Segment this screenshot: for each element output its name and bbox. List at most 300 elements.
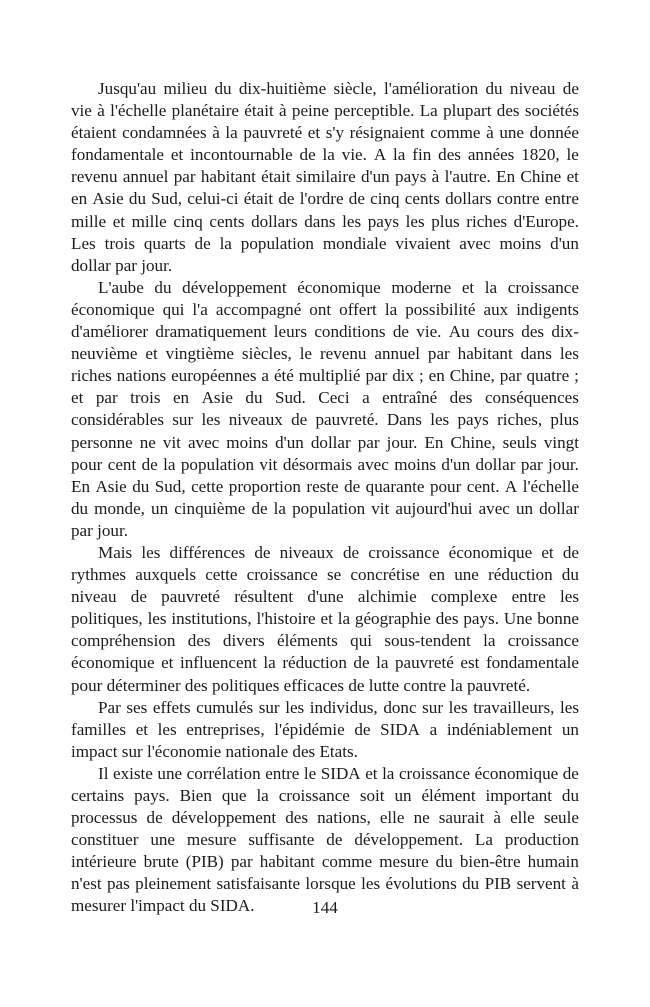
word: croissance <box>246 565 318 585</box>
word: la <box>322 145 335 165</box>
word: d'améliorer <box>71 322 149 342</box>
word: la <box>376 653 389 673</box>
word: et <box>145 344 158 364</box>
word: développement. <box>354 830 464 850</box>
word: riches <box>466 211 508 231</box>
word: une <box>150 830 176 850</box>
word: un <box>394 786 412 805</box>
word: désormais <box>282 454 353 474</box>
word: fondamentale <box>71 145 165 165</box>
word: reste <box>306 476 339 496</box>
word: divers <box>222 631 265 651</box>
word: rythmes <box>71 565 127 585</box>
word: planétaire <box>171 101 239 121</box>
word: pays <box>367 211 400 231</box>
word: une <box>157 763 183 783</box>
word: en <box>172 388 190 408</box>
word: en <box>71 189 88 209</box>
word: réduction <box>488 565 553 585</box>
word: mondiale <box>322 233 387 253</box>
word: constituer <box>71 830 139 850</box>
word: contre <box>496 189 540 209</box>
word: La <box>474 830 493 850</box>
word: la <box>225 123 238 143</box>
word: dans <box>520 344 552 364</box>
word: de <box>348 189 365 209</box>
word: Jusqu'au <box>98 79 157 98</box>
word: était <box>244 101 274 121</box>
paragraph <box>71 697 579 763</box>
word: ont <box>309 299 332 319</box>
word: fondamentale <box>485 653 579 673</box>
word: Asie <box>92 189 124 209</box>
word: européennes <box>171 366 257 386</box>
word: l'a <box>192 299 208 319</box>
word: la <box>273 498 286 518</box>
text-line <box>71 763 579 785</box>
word: SIDA <box>320 763 361 783</box>
word: de <box>562 542 579 562</box>
word: les <box>147 609 167 629</box>
word: dix-huitième <box>238 79 327 98</box>
word: la <box>163 454 176 474</box>
word: de <box>130 587 147 607</box>
word: existe <box>112 763 153 783</box>
word: et <box>461 277 475 297</box>
word: cent <box>107 454 137 474</box>
word: de <box>392 322 409 342</box>
word: cours <box>476 322 514 342</box>
word: les <box>201 410 221 430</box>
word: par <box>520 454 543 474</box>
word: pleinement <box>135 874 212 894</box>
word: A <box>504 476 518 496</box>
word: du <box>561 786 579 805</box>
word: PIB <box>484 874 512 894</box>
word: aujourd'hui <box>395 498 473 518</box>
word: donnée <box>529 123 579 143</box>
text-line <box>71 652 579 674</box>
word: du <box>132 476 150 496</box>
text-line <box>71 454 579 476</box>
word: du <box>561 565 579 585</box>
word: vie <box>71 101 92 121</box>
word: mesure <box>186 830 237 850</box>
paragraph <box>71 542 579 697</box>
word: elle <box>510 808 535 828</box>
word: cinq <box>173 211 203 231</box>
word: trois <box>130 388 161 408</box>
word: jour. <box>548 454 579 474</box>
word: dollar <box>539 498 579 518</box>
word: SIDA <box>380 719 420 739</box>
word: le <box>299 344 313 364</box>
word: pays <box>395 167 427 187</box>
word: était <box>261 167 291 187</box>
word: moins <box>226 432 269 452</box>
word: pour <box>71 454 103 474</box>
word: plupart <box>443 101 492 121</box>
word: Sud. <box>274 388 306 408</box>
word: s'y <box>325 123 345 143</box>
word: élément <box>421 786 476 805</box>
word: (PIB) <box>185 852 224 872</box>
word: Dans <box>386 410 422 430</box>
word: certains <box>71 786 125 805</box>
word: était <box>243 189 274 209</box>
word: l'histoire <box>256 609 316 629</box>
word: à <box>486 123 494 143</box>
word: cette <box>205 565 238 585</box>
word: des <box>496 101 520 121</box>
word: et <box>307 123 321 143</box>
word: offert <box>339 299 377 319</box>
word: différences <box>169 542 246 562</box>
word: croissance <box>368 542 440 562</box>
word: qui <box>162 299 185 319</box>
word: d'un <box>550 233 579 253</box>
word: leurs <box>273 322 308 342</box>
word: sur <box>422 697 444 717</box>
word: vingt <box>543 432 579 452</box>
word: indéniablement <box>446 719 553 739</box>
word: 1820, <box>521 145 560 165</box>
word: Sud, <box>151 189 183 209</box>
word: moderne <box>391 277 452 297</box>
word: à <box>571 874 579 894</box>
text-line <box>71 100 579 122</box>
word: cents <box>404 189 440 209</box>
word: l'échelle <box>110 101 167 121</box>
word: corrélation <box>186 763 261 783</box>
word: production <box>504 830 579 850</box>
word: les <box>157 719 177 739</box>
text-line <box>71 78 579 100</box>
text-line <box>71 343 579 365</box>
word: par <box>95 388 118 408</box>
word: de <box>326 830 343 850</box>
word: et <box>365 763 378 783</box>
word: plus <box>431 211 460 231</box>
word: mille <box>71 211 107 231</box>
word: pauvreté <box>395 653 454 673</box>
word: niveaux <box>228 410 283 430</box>
word: entre <box>265 763 300 783</box>
page-number: 144 <box>312 898 338 917</box>
word: du <box>214 79 232 98</box>
word: dollars <box>445 189 492 209</box>
text-line <box>71 321 579 343</box>
word: effets <box>152 697 191 717</box>
word: a <box>429 719 438 739</box>
word: Au <box>448 322 470 342</box>
word: par <box>230 852 253 872</box>
paragraph <box>71 763 579 918</box>
word: nations <box>116 366 167 386</box>
word: suffisante <box>248 830 315 850</box>
word: entreprises, <box>186 719 265 739</box>
word: neuvième <box>71 344 138 364</box>
word: familles <box>71 719 127 739</box>
word: de <box>344 476 361 496</box>
word: sociétés <box>524 101 579 121</box>
text-line <box>71 630 579 652</box>
word: intérieure <box>71 852 137 872</box>
word: mille <box>131 211 167 231</box>
word: cette <box>191 476 224 496</box>
word: Chine, <box>450 432 496 452</box>
word: qui <box>350 631 372 651</box>
word: à <box>97 101 105 121</box>
word: de <box>354 719 371 739</box>
word: la <box>483 631 496 651</box>
word: donc <box>383 697 417 717</box>
word: monde, <box>94 498 145 518</box>
word: un <box>515 498 534 518</box>
text-line <box>71 564 579 586</box>
word: habitant <box>457 344 513 364</box>
word: alchimie <box>357 587 417 607</box>
word: niveau <box>509 79 556 98</box>
word: important <box>485 786 552 805</box>
word: influencent <box>179 653 257 673</box>
word: et <box>112 211 126 231</box>
text-line <box>71 586 579 608</box>
word: dans <box>304 211 336 231</box>
text-line: mesurer l'impact du SIDA. <box>71 896 255 916</box>
word: vit <box>371 498 390 518</box>
word: a <box>261 366 270 386</box>
word: Il <box>98 763 109 783</box>
word: la <box>263 653 276 673</box>
word: économique <box>297 277 381 297</box>
word: revenu <box>319 344 367 364</box>
word: sous-tendent <box>384 631 471 651</box>
word: satisfaisante <box>216 874 301 894</box>
word: économique <box>71 653 155 673</box>
word: vie. <box>341 145 367 165</box>
word: ses <box>126 697 148 717</box>
word: nations, <box>317 808 371 828</box>
word: politiques, <box>71 609 143 629</box>
word: trois <box>104 233 135 253</box>
word: Par <box>98 697 121 717</box>
word: de <box>562 763 579 783</box>
word: personne <box>71 432 133 452</box>
word: ; <box>574 366 579 386</box>
word: entre <box>544 189 579 209</box>
word: croissance <box>278 786 350 805</box>
word: travailleurs, <box>473 697 555 717</box>
word: la <box>219 233 232 253</box>
word: les <box>560 697 579 717</box>
word: développement <box>171 808 277 828</box>
word: les <box>430 410 450 430</box>
word: pas <box>107 874 130 894</box>
text-line <box>71 697 579 719</box>
paragraph <box>71 78 579 277</box>
word: milieu <box>163 79 208 98</box>
word: et <box>71 388 84 408</box>
word: les <box>285 697 305 717</box>
word: avec <box>459 233 491 253</box>
word: dollar <box>475 454 516 474</box>
word: celui-ci <box>187 189 239 209</box>
word: pauvreté. <box>315 410 379 430</box>
word: des <box>438 145 461 165</box>
word: seuls <box>502 432 537 452</box>
word: dollar <box>310 432 351 452</box>
word: du <box>71 498 89 518</box>
word: en <box>428 366 445 386</box>
word: du <box>485 79 503 98</box>
text-line <box>71 144 579 166</box>
word: En <box>71 476 90 496</box>
word: population <box>292 498 366 518</box>
word: d'un <box>441 454 471 474</box>
word: vit <box>259 454 278 474</box>
word: développement <box>182 277 287 297</box>
text-line <box>71 785 579 807</box>
word: et <box>161 653 174 673</box>
word: entre <box>511 587 546 607</box>
word: accompagné <box>215 299 302 319</box>
word: géographie <box>354 609 431 629</box>
word: Ceci <box>318 388 350 408</box>
word: cents <box>209 211 245 231</box>
word: elle <box>379 808 405 828</box>
word: d'une <box>307 587 344 607</box>
text-line <box>71 188 579 210</box>
word: peine <box>291 101 329 121</box>
word: similaire <box>295 167 356 187</box>
word: conséquences <box>484 388 579 408</box>
word: que <box>221 786 247 805</box>
word: soit <box>359 786 385 805</box>
word: population <box>240 233 314 253</box>
word: vivaient <box>395 233 451 253</box>
word: riches <box>71 366 112 386</box>
word: quatre <box>526 366 570 386</box>
word: une <box>499 123 524 143</box>
word: comme <box>321 852 373 872</box>
word: la <box>337 609 351 629</box>
word: étaient <box>71 123 117 143</box>
word: et <box>135 719 149 739</box>
word: de <box>146 808 163 828</box>
word: la <box>484 277 498 297</box>
text-line: dollar par jour. <box>71 255 173 275</box>
word: cinquième <box>174 498 246 518</box>
word: d'un <box>361 167 390 187</box>
word: siècle, <box>333 79 377 98</box>
word: de <box>353 653 370 673</box>
word: quarts <box>143 233 186 253</box>
word: de <box>251 498 268 518</box>
word: indigents <box>516 299 579 319</box>
word: pauvreté <box>161 587 220 607</box>
word: et <box>170 145 184 165</box>
word: la <box>382 763 395 783</box>
word: économique <box>474 763 559 783</box>
word: économique <box>71 299 155 319</box>
word: d'un <box>275 432 304 452</box>
text-line <box>71 807 579 829</box>
word: concrétise <box>350 565 420 585</box>
word: niveau <box>71 587 117 607</box>
word: les <box>361 874 381 894</box>
word: évolutions <box>385 874 457 894</box>
word: un <box>561 719 579 739</box>
word: à <box>431 167 440 187</box>
word: a <box>362 388 370 408</box>
word: population <box>180 454 254 474</box>
word: A <box>373 145 387 165</box>
word: économique <box>448 542 533 562</box>
word: par <box>499 366 522 386</box>
text-line <box>71 387 579 409</box>
word: l'amélioration <box>383 79 479 98</box>
word: des <box>187 631 211 651</box>
word: dramatiquement <box>155 322 267 342</box>
word: d'Europe. <box>513 211 579 231</box>
word: habitant <box>200 167 256 187</box>
word: pour <box>429 476 462 496</box>
text-line <box>71 608 579 630</box>
word: Sud, <box>154 476 186 496</box>
word: du <box>462 874 480 894</box>
word: par <box>357 432 380 452</box>
word: du <box>128 189 146 209</box>
word: des <box>521 322 545 342</box>
word: croissance <box>398 763 471 783</box>
word: pays. <box>463 609 499 629</box>
word: de <box>299 145 316 165</box>
word: et <box>566 167 579 187</box>
text-line <box>71 277 579 299</box>
word: l'ordre <box>299 189 344 209</box>
word: Chine, <box>449 366 495 386</box>
word: avec <box>478 498 510 518</box>
word: ne <box>139 432 156 452</box>
word: condamnées <box>122 123 207 143</box>
word: cinq <box>370 189 400 209</box>
word: éléments <box>277 631 338 651</box>
word: niveaux <box>279 542 334 562</box>
word: de <box>278 189 295 209</box>
word: réduction <box>282 653 347 673</box>
text-line <box>71 476 579 498</box>
word: par <box>365 366 388 386</box>
word: aux <box>483 299 509 319</box>
word: pays. <box>134 786 170 805</box>
word: est <box>460 653 480 673</box>
word: moins <box>499 233 542 253</box>
word: de <box>562 79 579 98</box>
word: de <box>291 410 308 430</box>
word: compréhension <box>71 631 176 651</box>
word: la <box>384 299 398 319</box>
word: incontournable <box>190 145 293 165</box>
paragraph <box>71 277 579 542</box>
text-line <box>71 365 579 387</box>
word: à <box>279 101 287 121</box>
word: du <box>245 388 263 408</box>
word: Asie <box>95 476 127 496</box>
word: saurait <box>438 808 485 828</box>
word: par <box>427 344 450 364</box>
word: la <box>256 786 269 805</box>
